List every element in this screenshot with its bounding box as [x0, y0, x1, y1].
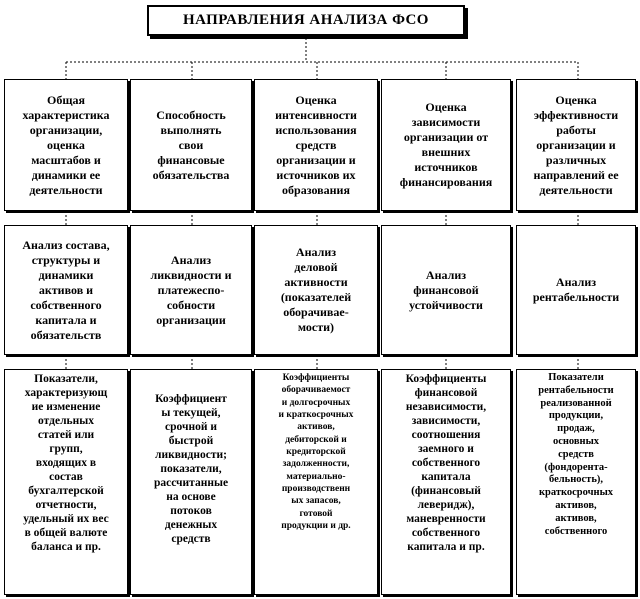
- indicators-text-3: Коэффициенты оборачиваемост и долгосрочных и краткосрочных активов, дебиторской и кредиторской задолженности, материально- производственн ых запасов, готовой продукции и др.: [278, 373, 354, 532]
- analysis-text-1: Анализ состава, структуры и динамики активов и собственного капитала и обязательств: [22, 237, 110, 342]
- direction-box-5: [516, 79, 636, 211]
- analysis-box-2: [130, 225, 252, 355]
- indicators-box-2: [130, 369, 252, 595]
- indicators-box-1: [4, 369, 128, 595]
- indicators-box-4: [381, 369, 511, 595]
- analysis-text-4: Анализ финансовой устойчивости: [409, 267, 483, 312]
- direction-text-3: Оценка интенсивности использования средств организации и источников их образования: [275, 92, 357, 197]
- indicators-text-1: Показатели, характеризующ ие изменение отдельных статей или групп, входящих в состав бухгалтерской отчетности, удельный их вес в общей валюте баланса и пр.: [23, 373, 109, 554]
- analysis-box-4: [381, 225, 511, 355]
- direction-box-1: [4, 79, 128, 211]
- direction-text-1: Общая характеристика организации, оценка масштабов и динамики ее деятельности: [22, 92, 110, 197]
- analysis-box-5: [516, 225, 636, 355]
- direction-box-2: [130, 79, 252, 211]
- analysis-box-3: [254, 225, 378, 355]
- indicators-text-4: Коэффициенты финансовой независимости, зависимости, соотношения заемного и собственного капитала (финансовый леверидж), маневренности собственного капитала и пр.: [405, 373, 487, 554]
- analysis-box-1: [4, 225, 128, 355]
- indicators-box-5: [516, 369, 636, 595]
- direction-text-5: Оценка эффективности работы организации и различных направлений ее деятельности: [533, 92, 619, 197]
- diagram-title-text: НАПРАВЛЕНИЯ АНАЛИЗА ФСО: [183, 12, 429, 29]
- direction-box-4: [381, 79, 511, 211]
- analysis-text-3: Анализ деловой активности (показателей оборачивае- мости): [280, 245, 352, 334]
- direction-text-4: Оценка зависимости организации от внешних источников финансирования: [399, 100, 493, 189]
- analysis-text-5: Анализ рентабельности: [532, 275, 620, 304]
- diagram-title: [147, 5, 465, 36]
- direction-box-3: [254, 79, 378, 211]
- indicators-text-2: Коэффициент ы текущей, срочной и быстрой ликвидности; показатели, рассчитанные на основе потоков денежных средств: [153, 393, 229, 546]
- analysis-text-2: Анализ ликвидности и платежеспо- собности организации: [150, 252, 232, 327]
- direction-text-2: Способность выполнять свои финансовые обязательства: [152, 107, 230, 182]
- indicators-box-3: [254, 369, 378, 595]
- indicators-text-5: Показатели рентабельности реализованной продукции, продаж, основных средств (фондорента- бельность), краткосрочных активов, активов, собственного: [538, 372, 614, 537]
